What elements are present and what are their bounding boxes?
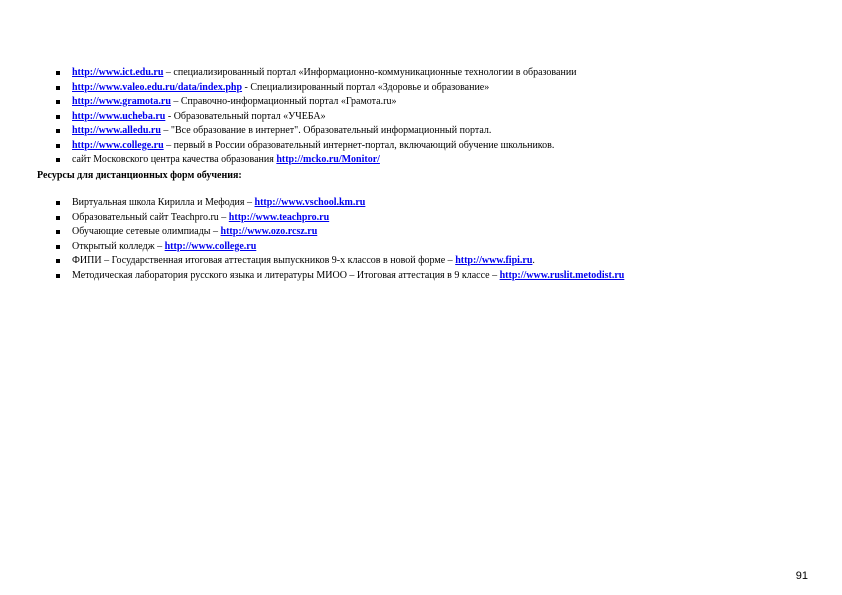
page-number: 91	[795, 570, 808, 582]
link-ict[interactable]: http://www.ict.edu.ru	[72, 67, 164, 78]
item-description: - Специализированный портал «Здоровье и образование»	[242, 81, 490, 93]
item-description: – специализированный портал «Информационно-коммуникационные технологии в образовании	[163, 67, 577, 78]
list-item	[56, 66, 826, 81]
square-bullet-icon	[56, 216, 60, 220]
list-item	[56, 153, 826, 168]
link-college[interactable]: http://www.college.ru	[72, 139, 164, 151]
link-ucheba[interactable]: http://www.ucheba.ru	[72, 110, 166, 122]
square-bullet-icon	[56, 201, 60, 205]
square-bullet-icon	[56, 86, 60, 90]
item-description: Виртуальная школа Кирилла и Мефодия –	[72, 197, 255, 208]
square-bullet-icon	[56, 274, 60, 278]
link-college-open[interactable]: http://www.college.ru	[164, 240, 257, 252]
list-item	[56, 225, 826, 240]
square-bullet-icon	[56, 245, 60, 249]
link-valeo[interactable]: http://www.valeo.edu.ru/data/index.php	[72, 81, 243, 93]
link-vschool[interactable]: http://www.vschool.km.ru	[254, 197, 366, 208]
link-ruslit[interactable]: http://www.ruslit.metodist.ru	[499, 269, 625, 281]
list-item	[56, 81, 826, 96]
item-description: – Справочно-информационный портал «Грамота.ru»	[170, 96, 397, 107]
square-bullet-icon	[56, 129, 60, 133]
item-description: – "Все образование в интернет". Образовательный информационный портал.	[160, 125, 492, 136]
list-item	[56, 254, 826, 269]
square-bullet-icon	[56, 144, 60, 148]
item-description: Образовательный сайт Teachpro.ru –	[72, 211, 229, 223]
link-teachpro[interactable]: http://www.teachpro.ru	[228, 211, 330, 223]
square-bullet-icon	[56, 230, 60, 234]
list-item	[56, 269, 826, 284]
square-bullet-icon	[56, 100, 60, 104]
list-item	[56, 211, 826, 226]
item-description: Методическая лаборатория русского языка и литературы МИОО – Итоговая аттестация в 9 классе –	[72, 269, 500, 281]
item-description: Открытый колледж –	[72, 240, 165, 252]
section-heading: Ресурсы для дистанционных форм обучения:	[37, 170, 242, 181]
item-description: Обучающие сетевые олимпиады –	[72, 226, 221, 237]
item-suffix: .	[532, 255, 535, 266]
list-item	[56, 139, 826, 154]
list-item	[56, 95, 826, 110]
list-item	[56, 196, 826, 211]
item-description: сайт Московского центра качества образования	[72, 154, 277, 165]
link-fipi[interactable]: http://www.fipi.ru	[455, 255, 533, 266]
square-bullet-icon	[56, 158, 60, 162]
resource-list-portals	[56, 66, 826, 168]
item-description: - Образовательный портал «УЧЕБА»	[165, 110, 326, 122]
list-item	[56, 124, 826, 139]
link-ozo[interactable]: http://www.ozo.rcsz.ru	[220, 226, 318, 237]
link-mcko[interactable]: http://mcko.ru/Monitor/	[276, 154, 380, 165]
resource-list-distance	[56, 196, 826, 283]
square-bullet-icon	[56, 71, 60, 75]
square-bullet-icon	[56, 115, 60, 119]
list-item	[56, 240, 826, 255]
list-item	[56, 110, 826, 125]
item-description: ФИПИ – Государственная итоговая аттестация выпускников 9-х классов в новой форме –	[72, 255, 456, 266]
link-gramota[interactable]: http://www.gramota.ru	[72, 96, 171, 107]
link-alledu[interactable]: http://www.alledu.ru	[72, 125, 161, 136]
item-description: – первый в России образовательный интернет-портал, включающий обучение школьников.	[163, 139, 555, 151]
square-bullet-icon	[56, 259, 60, 263]
